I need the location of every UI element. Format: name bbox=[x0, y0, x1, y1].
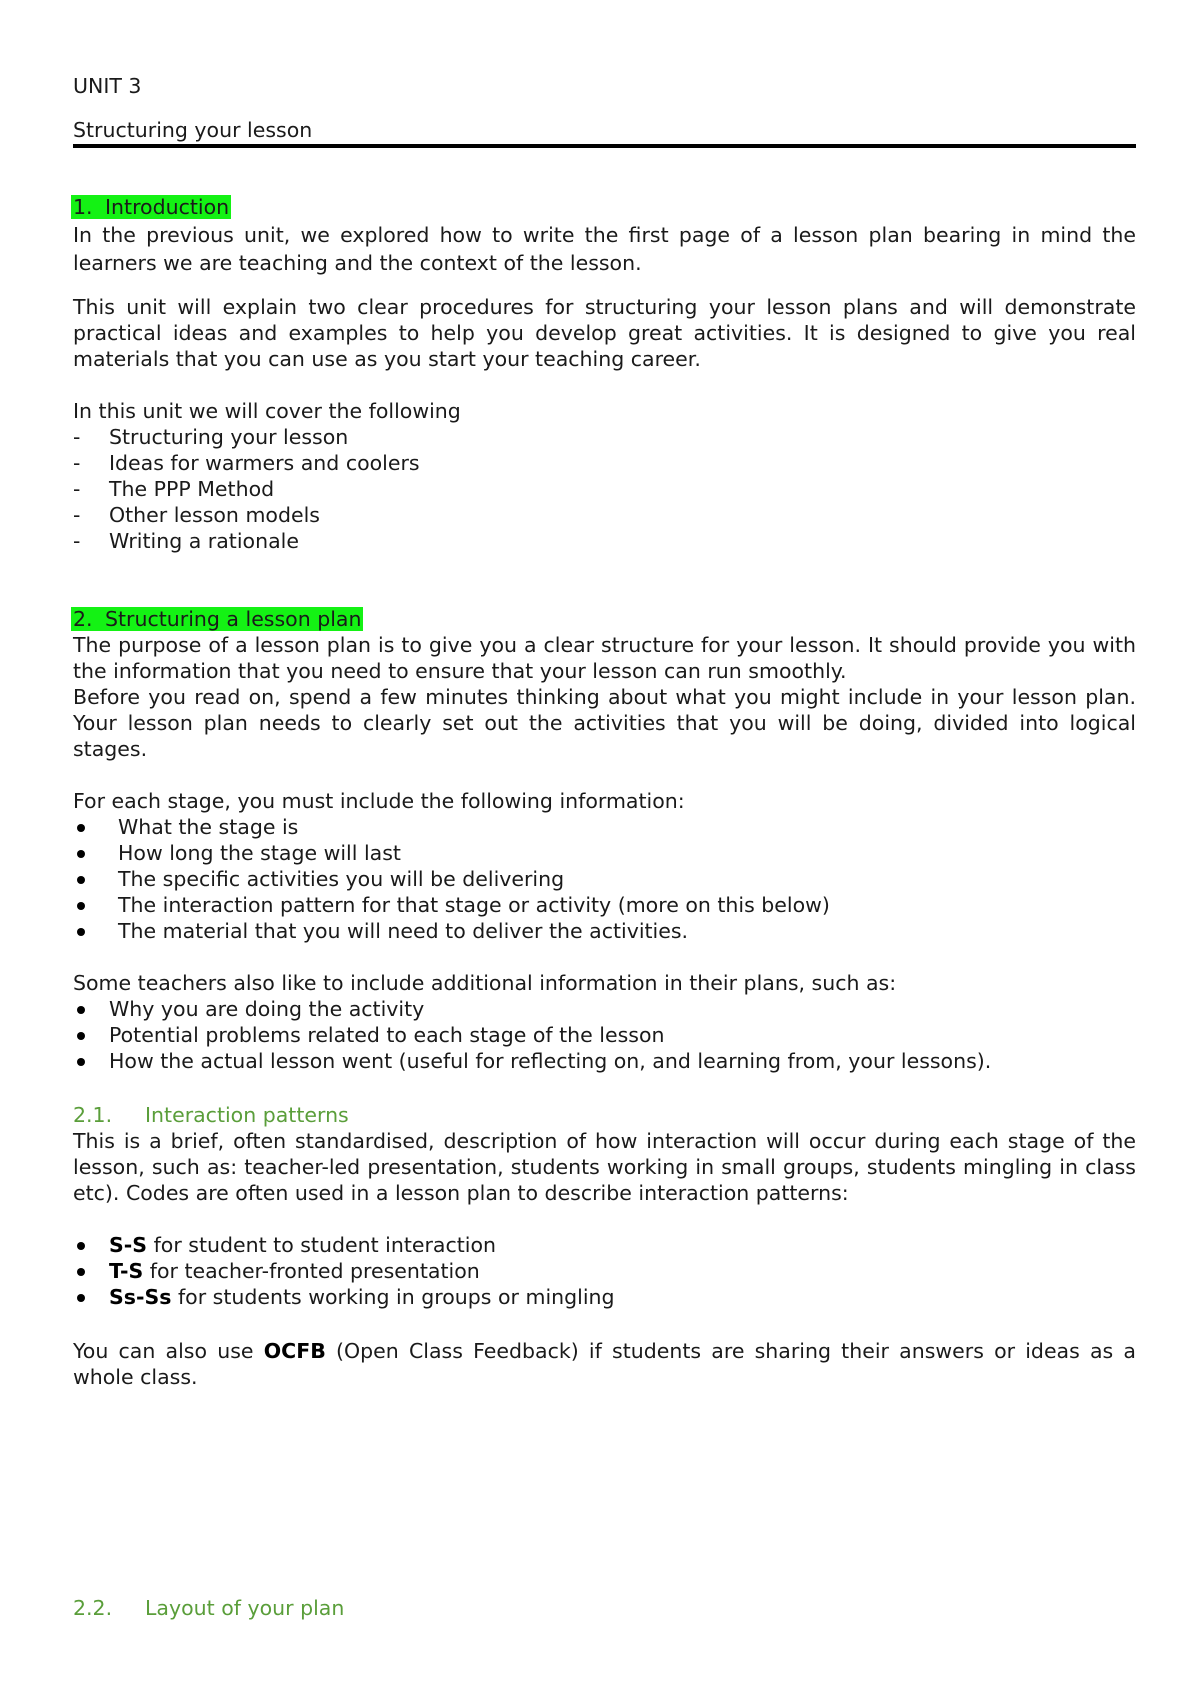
section-number: 1. bbox=[73, 195, 93, 219]
subsection-number: 2.1. bbox=[73, 1103, 113, 1127]
section-1-highlight bbox=[71, 195, 231, 219]
code-label: S-S bbox=[109, 1233, 148, 1257]
list-item bbox=[73, 1284, 1136, 1310]
ocfb-pre: You can also use bbox=[73, 1339, 264, 1363]
stage-info-list bbox=[73, 814, 1136, 944]
interaction-paragraph: This is a brief, often standardised, description of how interaction will occur during each stage of the lesson, such as: teacher-led presentation, students working in small groups, students mingling in class etc). Codes are often used in a lesson plan to describe interaction patterns: bbox=[73, 1129, 1136, 1205]
stage-intro: For each stage, you must include the following information: bbox=[73, 789, 685, 813]
interaction-codes-list bbox=[73, 1232, 1136, 1310]
ocfb-post: (Open Class Feedback) if students are sharing their answers or ideas as a whole class. bbox=[73, 1339, 1136, 1389]
list-item: How the actual lesson went (useful for reflecting on, and learning from, your lessons). bbox=[73, 1048, 1136, 1074]
list-item: - Structuring your lesson bbox=[73, 424, 1136, 450]
list-item: The material that you will need to deliver the activities. bbox=[73, 918, 1136, 944]
list-item: Potential problems related to each stage of the lesson bbox=[73, 1022, 1136, 1048]
list-item: The specific activities you will be delivering bbox=[73, 866, 1136, 892]
list-item: Why you are doing the activity bbox=[73, 996, 1136, 1022]
subsection-title: Interaction patterns bbox=[145, 1103, 349, 1127]
cover-list bbox=[73, 424, 1136, 554]
subsection-title: Layout of your plan bbox=[145, 1596, 345, 1620]
list-item: - Other lesson models bbox=[73, 502, 1136, 528]
code-label: Ss-Ss bbox=[109, 1285, 172, 1309]
before-you-read-paragraph: Before you read on, spend a few minutes thinking about what you might include in your lesson plan. Your lesson plan needs to clearly set out the activities that you will be doing, divided into logical stages. bbox=[73, 685, 1136, 761]
list-item: - Ideas for warmers and coolers bbox=[73, 450, 1136, 476]
extra-info-list bbox=[73, 996, 1136, 1074]
intro-paragraph-2: This unit will explain two clear procedures for structuring your lesson plans and will demonstrate practical ideas and examples to help you develop great activities. It is designed to give you real materials that you can use as you start your teaching career. bbox=[73, 295, 1136, 371]
purpose-paragraph: The purpose of a lesson plan is to give you a clear structure for your lesson. It should provide you with the information that you need to ensure that your lesson can run smoothly. bbox=[73, 633, 1136, 683]
ocfb-code: OCFB bbox=[263, 1339, 326, 1363]
subsection-2-1-heading bbox=[73, 1102, 1136, 1128]
section-1-heading bbox=[73, 194, 1136, 220]
list-item: The interaction pattern for that stage or activity (more on this below) bbox=[73, 892, 1136, 918]
cover-intro: In this unit we will cover the following bbox=[73, 399, 461, 423]
section-number: 2. bbox=[73, 607, 93, 631]
section-2-heading bbox=[73, 606, 1136, 632]
subsection-2-2-heading bbox=[73, 1595, 1136, 1621]
code-description: for students working in groups or mingling bbox=[171, 1285, 615, 1309]
section-2-highlight bbox=[71, 607, 363, 631]
code-description: for teacher-fronted presentation bbox=[143, 1259, 480, 1283]
list-item bbox=[73, 1232, 1136, 1258]
unit-label: UNIT 3 bbox=[73, 74, 142, 98]
code-description: for student to student interaction bbox=[147, 1233, 496, 1257]
extra-intro: Some teachers also like to include additional information in their plans, such as: bbox=[73, 971, 897, 995]
list-item: - Writing a rationale bbox=[73, 528, 1136, 554]
intro-paragraph-1: In the previous unit, we explored how to write the first page of a lesson plan bearing in mind the learners we are teaching and the context of the lesson. bbox=[73, 223, 1136, 275]
list-item: How long the stage will last bbox=[73, 840, 1136, 866]
document-title: Structuring your lesson bbox=[73, 118, 313, 142]
section-title: Introduction bbox=[105, 195, 230, 219]
title-divider bbox=[73, 144, 1136, 148]
code-label: T-S bbox=[109, 1259, 144, 1283]
list-item bbox=[73, 1258, 1136, 1284]
ocfb-paragraph bbox=[73, 1338, 1136, 1390]
subsection-number: 2.2. bbox=[73, 1596, 113, 1620]
section-title: Structuring a lesson plan bbox=[105, 607, 362, 631]
list-item: What the stage is bbox=[73, 814, 1136, 840]
list-item: - The PPP Method bbox=[73, 476, 1136, 502]
